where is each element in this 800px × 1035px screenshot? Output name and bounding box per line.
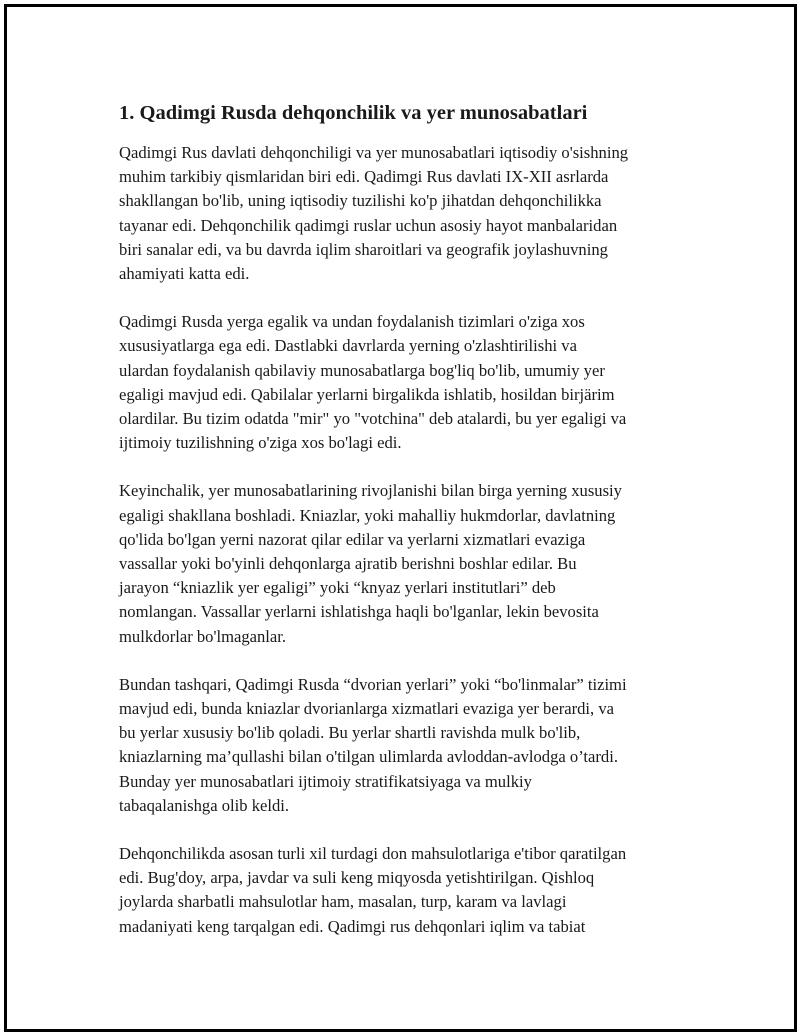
- text-line: bu yerlar xususiy bo'lib qoladi. Bu yerlar shartli ravishda mulk bo'lib,: [119, 723, 581, 743]
- text-line: madaniyati keng tarqalgan edi. Qadimgi rus dehqonlari iqlim va tabiat: [119, 916, 586, 936]
- text-line: joylarda sharbatli mahsulotlar ham, masalan, turp, karam va lavlagi: [119, 892, 567, 912]
- text-line: mavjud edi, bunda kniazlar dvorianlarga xizmatlari evaziga yer berardi, va: [119, 699, 614, 719]
- document-body: [119, 99, 691, 963]
- text-line: Bundan tashqari, Qadimgi Rusda “dvorian yerlari” yoki “bo'linmalar” tizimi: [119, 674, 627, 694]
- text-line: Dehqonchilikda asosan turli xil turdagi don mahsulotlariga e'tibor qaratilgan: [119, 844, 627, 864]
- paragraph-4: [119, 673, 691, 818]
- text-line: Bunday yer munosabatlari ijtimoiy stratifikatsiyaga va mulkiy: [119, 771, 532, 791]
- text-line: Qadimgi Rus davlati dehqonchiligi va yer munosabatlari iqtisodiy o'sishning: [119, 143, 629, 162]
- text-line: vassallar yoki bo'yinli dehqonlarga ajratib berishni boshlar edilar. Bu: [119, 554, 577, 574]
- text-line: ijtimoiy tuzilishning o'ziga xos bo'lagi edi.: [119, 433, 402, 453]
- text-line: xususiyatlarga ega edi. Dastlabki davrlarda yerning o'zlashtirilishi va: [119, 336, 577, 356]
- text-line: egaligi shakllana boshladi. Kniazlar, yoki mahalliy hukmdorlar, davlatning: [119, 505, 616, 525]
- text-line: kniazlarning ma’qullashi bilan o'tilgan ulimlarda avloddan-avlodga o’tardi.: [119, 747, 618, 767]
- text-line: muhim tarkibiy qismlaridan biri edi. Qadimgi Rus davlati IX-XII asrlarda: [119, 167, 609, 187]
- paragraph-2: [119, 310, 691, 455]
- text-line: egaligi mavjud edi. Qabilalar yerlarni birgalikda ishlatib, hosildan birjärim: [119, 384, 615, 404]
- paragraph-5: [119, 842, 691, 939]
- section-heading: 1. Qadimgi Rusda dehqonchilik va yer munosabatlari: [119, 102, 588, 124]
- text-line: ulardan foydalanish qabilaviy munosabatlarga bog'liq bo'lib, umumiy yer: [119, 360, 605, 380]
- page-frame: [4, 4, 797, 1032]
- paragraph-3: [119, 479, 691, 648]
- text-line: tabaqalanishga olib keldi.: [119, 795, 290, 815]
- text-line: jarayon “kniazlik yer egaligi” yoki “knyaz yerlari institutlari” deb: [119, 578, 556, 598]
- text-line: ahamiyati katta edi.: [119, 264, 250, 284]
- paragraph-1: [119, 141, 691, 286]
- text-line: edi. Bug'doy, arpa, javdar va suli keng miqyosda yetishtirilgan. Qishloq: [119, 868, 595, 888]
- text-line: olardilar. Bu tizim odatda "mir" yo "votchina" deb atalardi, bu yer egaligi va: [119, 409, 627, 429]
- text-line: biri sanalar edi, va bu davrda iqlim sharoitlari va geografik joylashuvning: [119, 239, 608, 259]
- text-line: tayanar edi. Dehqonchilik qadimgi ruslar uchun asosiy hayot manbalaridan: [119, 215, 618, 235]
- text-line: nomlangan. Vassallar yerlarni ishlatishga haqli bo'lganlar, lekin bevosita: [119, 602, 599, 622]
- text-line: shakllangan bo'lib, uning iqtisodiy tuzilishi ko'p jihatdan dehqonchilikka: [119, 191, 602, 211]
- text-line: Qadimgi Rusda yerga egalik va undan foydalanish tizimlari o'ziga xos: [119, 312, 585, 332]
- text-line: qo'lida bo'lgan yerni nazorat qilar edilar va yerlarni xizmatlari evaziga: [119, 529, 586, 549]
- text-line: Keyinchalik, yer munosabatlarining rivojlanishi bilan birga yerning xususiy: [119, 481, 622, 501]
- text-line: mulkdorlar bo'lmaganlar.: [119, 626, 287, 646]
